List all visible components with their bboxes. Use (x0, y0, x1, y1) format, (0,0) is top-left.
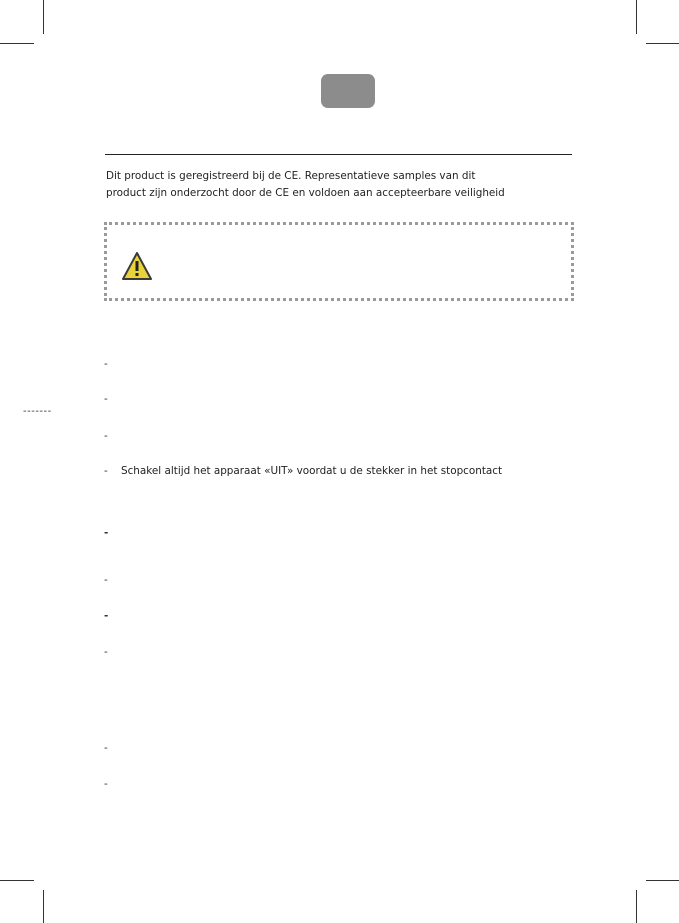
list-bullet: - (104, 358, 108, 370)
crop-mark-br-horizontal (646, 880, 679, 881)
list-bullet: - (104, 430, 108, 442)
list-bullet: - (104, 742, 108, 754)
language-tab (321, 74, 375, 108)
crop-mark-tl-vertical (43, 0, 44, 34)
list-bullet: - (104, 527, 109, 539)
crop-mark-bl-vertical (43, 890, 44, 923)
section-divider (105, 154, 572, 155)
list-bullet: - (104, 393, 108, 405)
intro-line-2: product zijn onderzocht door de CE en voldoen aan accepteerbare veiligheid (106, 187, 505, 199)
crop-mark-tr-vertical (636, 0, 637, 34)
side-marker: ------- (23, 406, 52, 417)
intro-paragraph (106, 168, 586, 202)
list-bullet: - (104, 465, 108, 477)
crop-mark-tl-horizontal (0, 43, 34, 44)
warning-triangle-icon (121, 251, 153, 281)
list-bullet: - (104, 610, 109, 622)
crop-mark-bl-horizontal (0, 880, 34, 881)
list-bullet: - (104, 646, 108, 658)
crop-mark-br-vertical (636, 890, 637, 923)
intro-line-1: Dit product is geregistreerd bij de CE. Representatieve samples van dit (106, 170, 476, 182)
list-bullet: - (104, 574, 108, 586)
crop-mark-tr-horizontal (646, 43, 679, 44)
warning-box (104, 222, 574, 301)
list-bullet: - (104, 778, 108, 790)
list-item: Schakel altijd het apparaat «UIT» voordat u de stekker in het stopcontact (121, 465, 503, 477)
